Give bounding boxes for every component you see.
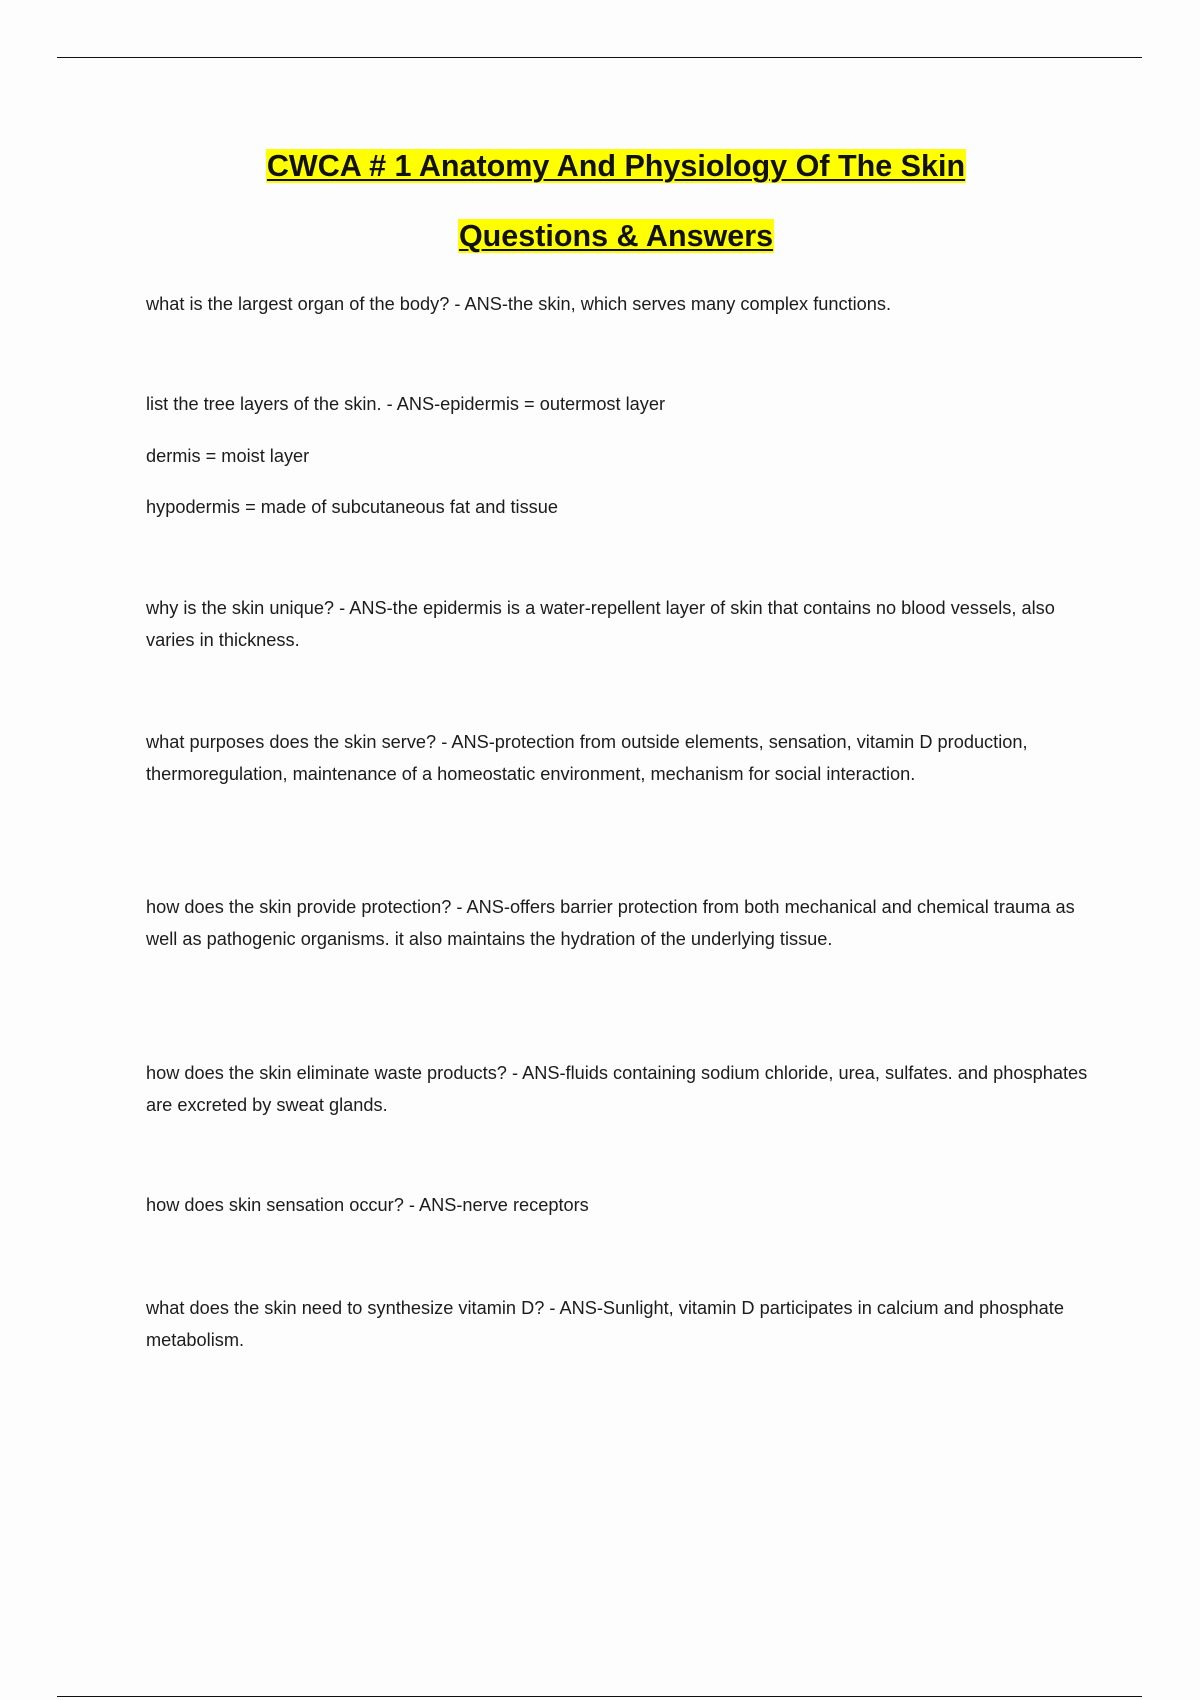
qa-item bbox=[146, 388, 1101, 523]
qa-item bbox=[146, 726, 1101, 790]
qa-paragraph: hypodermis = made of subcutaneous fat and tissue bbox=[146, 497, 558, 517]
qa-item bbox=[146, 288, 1101, 320]
qa-paragraph: what is the largest organ of the body? - ANS-the skin, which serves many complex functions. bbox=[146, 294, 892, 314]
qa-paragraph: how does the skin eliminate waste products? - ANS-fluids containing sodium chloride, urea, sulfates. and phosphates are excreted by sweat glands. bbox=[146, 1063, 1088, 1115]
qa-item bbox=[146, 592, 1101, 656]
qa-item bbox=[146, 1189, 1101, 1221]
document-title bbox=[0, 143, 1200, 189]
bottom-rule bbox=[57, 1696, 1142, 1697]
qa-paragraph: what does the skin need to synthesize vitamin D? - ANS-Sunlight, vitamin D participates in calcium and phosphate metabolism. bbox=[146, 1298, 1064, 1350]
qa-paragraph: why is the skin unique? - ANS-the epidermis is a water-repellent layer of skin that contains no blood vessels, also varies in thickness. bbox=[146, 598, 1055, 650]
document-subtitle-text: Questions & Answers bbox=[458, 219, 774, 253]
document-title-text: CWCA # 1 Anatomy And Physiology Of The Skin bbox=[266, 149, 966, 183]
title-block bbox=[0, 143, 1200, 259]
qa-paragraph: how does skin sensation occur? - ANS-nerve receptors bbox=[146, 1195, 589, 1215]
qa-item bbox=[146, 891, 1101, 955]
document-subtitle bbox=[0, 213, 1200, 259]
qa-paragraph: how does the skin provide protection? - ANS-offers barrier protection from both mechanical and chemical trauma as well as pathogenic organisms. it also maintains the hydration of the underlying tissue. bbox=[146, 897, 1075, 949]
top-rule bbox=[57, 57, 1142, 58]
qa-paragraph: list the tree layers of the skin. - ANS-epidermis = outermost layer bbox=[146, 394, 666, 414]
qa-item bbox=[146, 1057, 1101, 1121]
qa-paragraph: dermis = moist layer bbox=[146, 446, 310, 466]
qa-paragraph: what purposes does the skin serve? - ANS-protection from outside elements, sensation, vitamin D production, thermoregulation, maintenance of a homeostatic environment, mechanism for social interaction. bbox=[146, 732, 1028, 784]
qa-item bbox=[146, 1292, 1101, 1356]
